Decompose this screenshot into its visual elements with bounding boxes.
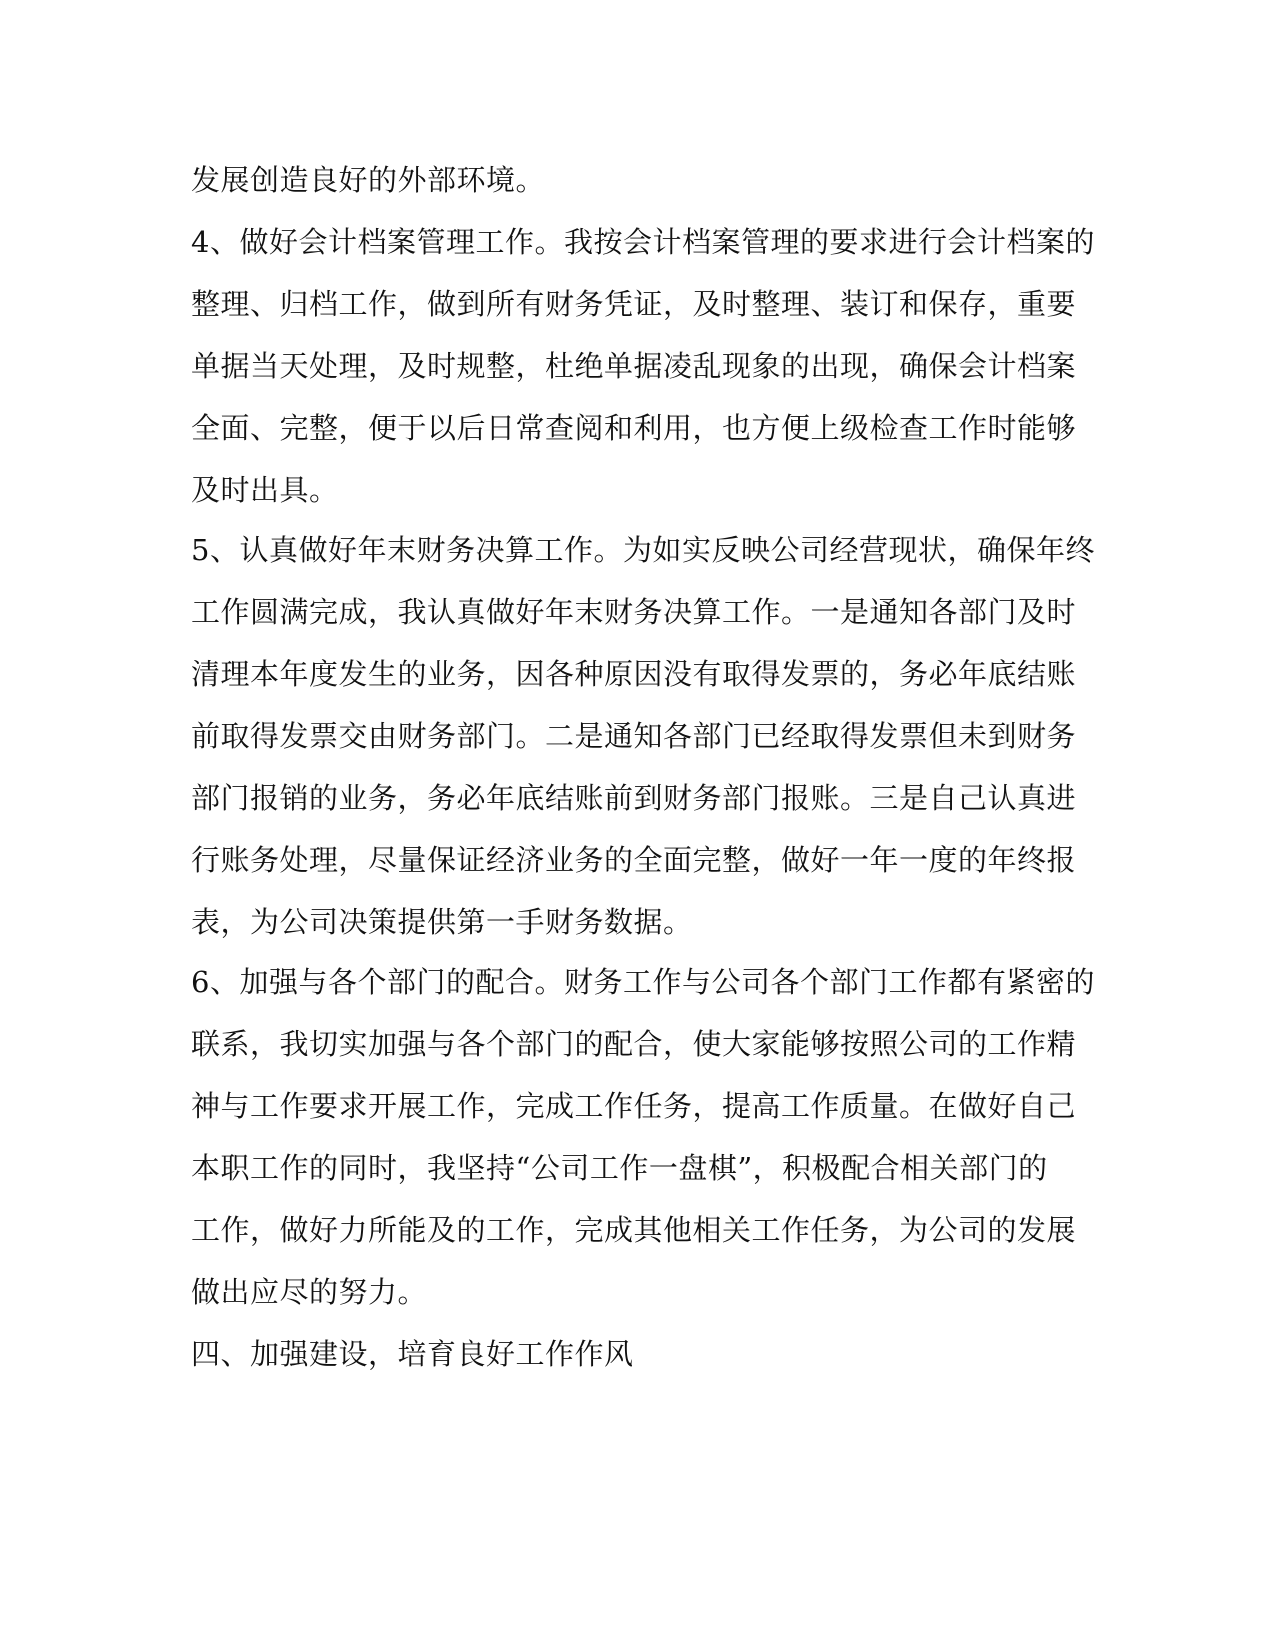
text-line-14: 6、加强与各个部门的配合。财务工作与公司各个部门工作都有紧密的	[191, 965, 1095, 999]
text-line-18: 工作，做好力所能及的工作，完成其他相关工作任务，为公司的发展	[191, 1213, 1077, 1247]
text-line-7: 5、认真做好年末财务决算工作。为如实反映公司经营现状，确保年终	[191, 533, 1095, 567]
section-heading: 四、加强建设，培育良好工作作风	[191, 1337, 634, 1371]
text-line-13: 表，为公司决策提供第一手财务数据。	[191, 905, 693, 939]
text-line-6: 及时出具。	[191, 473, 339, 507]
text-line-2: 4、做好会计档案管理工作。我按会计档案管理的要求进行会计档案的	[191, 225, 1095, 259]
text-line-10: 前取得发票交由财务部门。二是通知各部门已经取得发票但未到财务	[191, 719, 1077, 753]
text-line-19: 做出应尽的努力。	[191, 1275, 428, 1309]
text-line-17: 本职工作的同时，我坚持“公司工作一盘棋”，积极配合相关部门的	[191, 1151, 1048, 1185]
text-line-9: 清理本年度发生的业务，因各种原因没有取得发票的，务必年底结账	[191, 657, 1077, 691]
text-line-16: 神与工作要求开展工作，完成工作任务，提高工作质量。在做好自己	[191, 1089, 1077, 1123]
text-line-11: 部门报销的业务，务必年底结账前到财务部门报账。三是自己认真进	[191, 781, 1077, 815]
text-line-4: 单据当天处理，及时规整，杜绝单据凌乱现象的出现，确保会计档案	[191, 349, 1077, 383]
text-line-12: 行账务处理，尽量保证经济业务的全面完整，做好一年一度的年终报	[191, 843, 1077, 877]
text-line-3: 整理、归档工作，做到所有财务凭证，及时整理、装订和保存，重要	[191, 287, 1077, 321]
text-line-1: 发展创造良好的外部环境。	[191, 163, 546, 197]
text-line-8: 工作圆满完成，我认真做好年末财务决算工作。一是通知各部门及时	[191, 595, 1077, 629]
text-line-15: 联系，我切实加强与各个部门的配合，使大家能够按照公司的工作精	[191, 1027, 1077, 1061]
text-line-5: 全面、完整，便于以后日常查阅和利用，也方便上级检查工作时能够	[191, 411, 1077, 445]
